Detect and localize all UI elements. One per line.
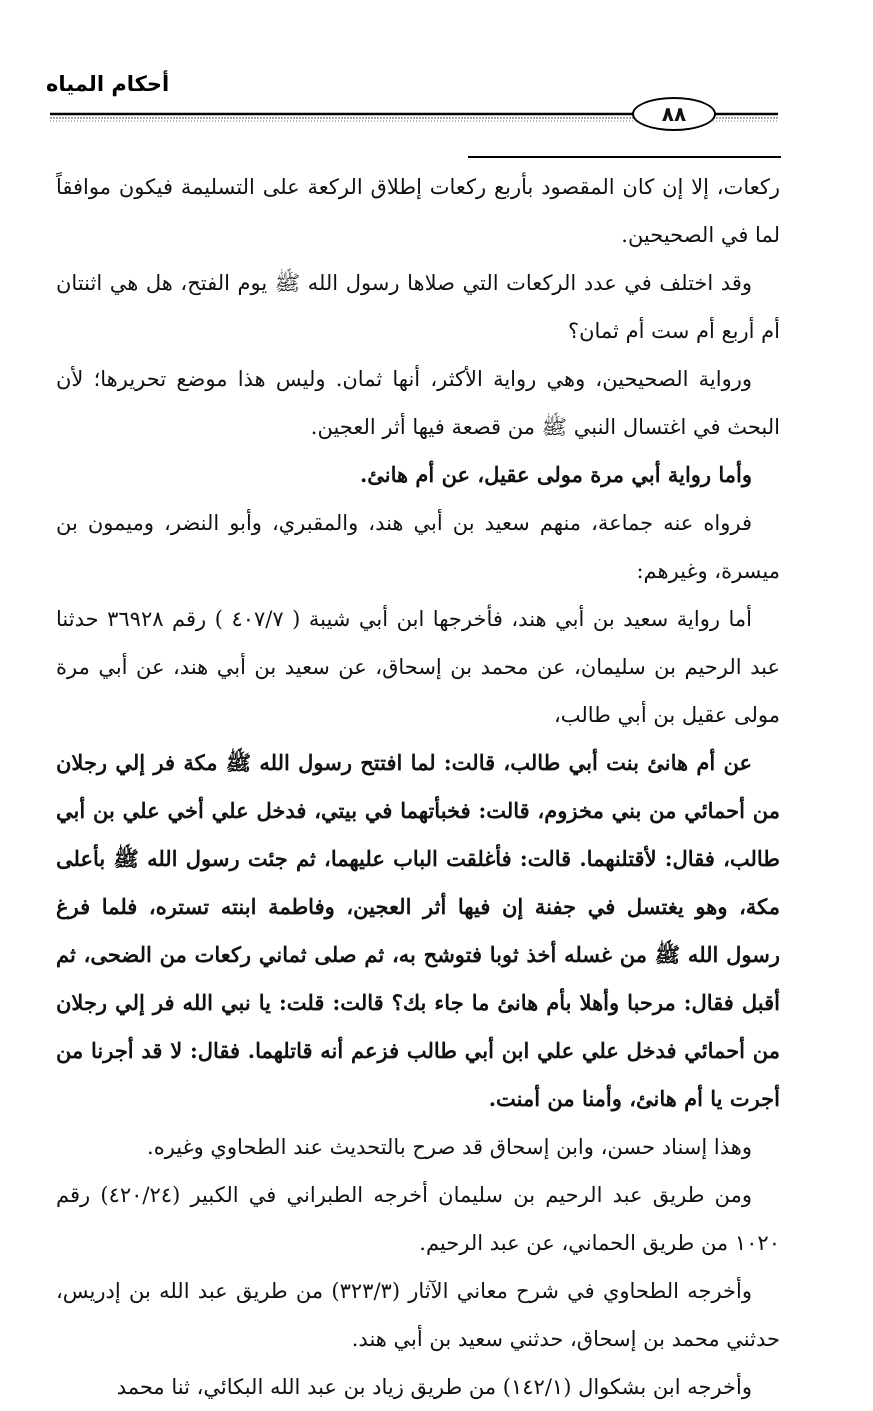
body-text <box>56 163 780 1411</box>
paragraph: وقد اختلف في عدد الركعات التي صلاها رسول الله ﷺ يوم الفتح، هل هي اثنتان أم أربع أم ست أم ثمان؟ <box>56 271 780 343</box>
paragraph: وأخرجه الطحاوي في شرح معاني الآثار (٣٢٣/٣) من طريق عبد الله بن إدريس، حدثني محمد بن إسحاق، حدثني سعيد بن أبي هند. <box>56 1279 780 1351</box>
paragraph: ومن طريق عبد الرحيم بن سليمان أخرجه الطبراني في الكبير (٤٢٠/٢٤) رقم ١٠٢٠ من طريق الحماني، عن عبد الرحيم. <box>56 1183 780 1255</box>
separator-rule <box>468 156 781 158</box>
running-header-title: أحكام المياه <box>46 72 170 96</box>
page-number-badge <box>632 97 716 131</box>
section-heading: وأما رواية أبي مرة مولى عقيل، عن أم هانئ. <box>359 462 752 487</box>
paragraph: ورواية الصحيحين، وهي رواية الأكثر، أنها ثمان. وليس هذا موضع تحريرها؛ لأن البحث في اغتسال النبي ﷺ من قصعة فيها أثر العجين. <box>56 367 780 439</box>
paragraph: وأخرجه ابن بشكوال (١٤٢/١) من طريق زياد بن عبد الله البكائي، ثنا محمد <box>116 1375 752 1399</box>
paragraph: أما رواية سعيد بن أبي هند، فأخرجها ابن أبي شيبة ( ٤٠٧/٧ ) رقم ٣٦٩٢٨ حدثنا عبد الرحيم بن سليمان، عن محمد بن إسحاق، عن سعيد بن أبي هند، عن أبي مرة مولى عقيل بن أبي طالب، <box>56 607 780 727</box>
page-number: ٨٨ <box>661 102 687 126</box>
paragraph: فرواه عنه جماعة، منهم سعيد بن أبي هند، والمقبري، وأبو النضر، وميمون بن ميسرة، وغيرهم: <box>56 511 780 583</box>
paragraph: وهذا إسناد حسن، وابن إسحاق قد صرح بالتحديث عند الطحاوي وغيره. <box>147 1135 752 1159</box>
hadith-text: عن أم هانئ بنت أبي طالب، قالت: لما افتتح رسول الله ﷺ مكة فر إلي رجلان من أحمائي من بني مخزوم، قالت: فخبأتهما في بيتي، فدخل علي أخي علي بن أبي طالب، فقال: لأقتلنهما. قالت: فأغلقت الباب عليهما، ثم جئت رسول الله ﷺ بأعلى مكة، وهو يغتسل في جفنة إن فيها أثر العجين، وفاطمة ابنته تستره، فلما فرغ رسول الله ﷺ من غسله أخذ ثوبا فتوشح به، ثم صلى ثماني ركعات من الضحى، ثم أقبل فقال: مرحبا وأهلا بأم هانئ ما جاء بك؟ قالت: قلت: يا نبي الله فر إلي رجلان من أحمائي فدخل علي علي ابن أبي طالب فزعم أنه قاتلهما. فقال: لا قد أجرنا من أجرت يا أم هانئ، وأمنا من أمنت. <box>56 750 780 1111</box>
paragraph: ركعات، إلا إن كان المقصود بأربع ركعات إطلاق الركعة على التسليمة فيكون موافقاً لما في الصحيحين. <box>56 175 780 247</box>
